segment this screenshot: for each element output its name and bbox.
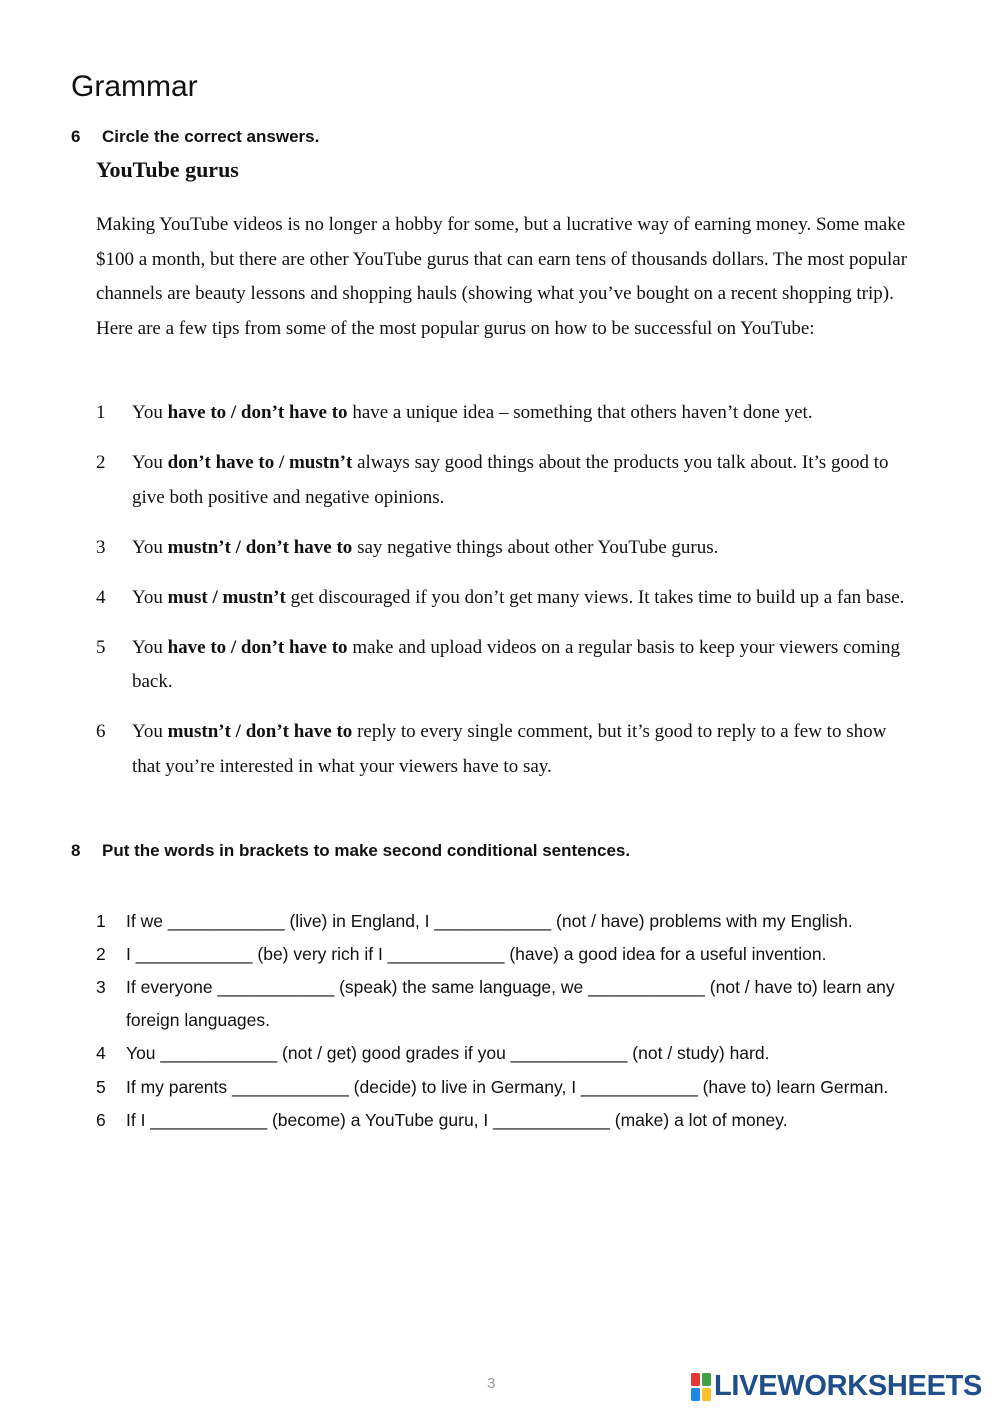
fill-in-sentence[interactable]: I ____________ (be) very rich if I ____________ (have) a good idea for a useful invention. — [126, 944, 827, 965]
item-text-before: You — [132, 402, 168, 423]
exercise-6-item-6 — [96, 715, 916, 784]
page-title: Grammar — [71, 70, 198, 103]
fill-in-sentence[interactable]: If we ____________ (live) in England, I ____________ (not / have) problems with my English. — [126, 911, 853, 931]
item-text-before: You — [132, 536, 168, 558]
item-text-before: You — [132, 721, 168, 742]
item-number: 3 — [96, 536, 106, 558]
page-number: 3 — [487, 1375, 496, 1392]
exercise-8-item-4 — [96, 1037, 916, 1070]
item-text-after: always say good things about the products you talk about. It’s good to give both positive and negative opinions. — [132, 452, 889, 508]
fill-in-sentence[interactable]: You ____________ (not / get) good grades if you ____________ (not / study) hard. — [126, 1043, 770, 1064]
fill-in-sentence[interactable]: If everyone ____________ (speak) the same language, we ____________ (not / have to) learn any foreign languages. — [126, 977, 895, 1031]
exercise-6-list — [96, 396, 916, 800]
logo-block-2 — [702, 1373, 711, 1386]
exercise-6-number: 6 — [71, 127, 81, 146]
exercise-6-item-5 — [96, 631, 916, 700]
answer-choice[interactable]: must / mustn’t — [167, 586, 286, 608]
exercise-6-instruction: Circle the correct answers. — [102, 127, 320, 146]
exercise-8-item-1 — [96, 905, 916, 938]
exercise-8-item-5 — [96, 1071, 916, 1104]
item-number: 3 — [96, 977, 106, 998]
logo-block-1 — [691, 1373, 700, 1386]
article-intro: Making YouTube videos is no longer a hobby for some, but a lucrative way of earning money. Some make $100 a month, but there are other YouTube gurus that can earn tens of thousands dollars. The most popular channels are beauty lessons and shopping hauls (showing what you’ve bought on a recent shopping trip). Here are a few tips from some of the most popular gurus on how to be successful on YouTube: — [96, 214, 908, 340]
exercise-8-instruction: Put the words in brackets to make second conditional sentences. — [102, 841, 631, 860]
item-text-after: get discouraged if you don’t get many views. It takes time to build up a fan base. — [285, 586, 905, 608]
item-number: 4 — [96, 586, 106, 608]
article-title: YouTube gurus — [96, 157, 239, 182]
exercise-6-item-4 — [96, 581, 916, 616]
item-text-before: You — [132, 636, 168, 658]
fill-in-sentence[interactable]: If I ____________ (become) a YouTube guru, I ____________ (make) a lot of money. — [126, 1109, 788, 1130]
answer-choice[interactable]: don’t have to / mustn’t — [167, 452, 353, 473]
exercise-6-item-3 — [96, 531, 916, 566]
item-number: 6 — [96, 1109, 106, 1130]
exercise-8-list — [96, 905, 916, 1137]
liveworksheets-brand[interactable] — [690, 1370, 982, 1403]
exercise-6-item-1 — [96, 396, 916, 431]
item-number: 4 — [96, 1043, 106, 1064]
item-text-before: You — [132, 452, 168, 473]
logo-block-4 — [702, 1388, 711, 1401]
item-text-after: say negative things about other YouTube gurus. — [352, 536, 719, 558]
exercise-6-heading — [71, 127, 319, 147]
item-number: 2 — [96, 452, 106, 473]
fill-in-sentence[interactable]: If my parents ____________ (decide) to live in Germany, I ____________ (have to) learn German. — [126, 1076, 889, 1097]
answer-choice[interactable]: have to / don’t have to — [167, 402, 348, 423]
item-number: 1 — [96, 911, 106, 931]
item-text-after: reply to every single comment, but it’s good to reply to a few to show that you’re interested in what your viewers have to say. — [132, 721, 887, 777]
item-text-before: You — [132, 586, 168, 608]
item-number: 6 — [96, 721, 106, 742]
liveworksheets-logo-icon — [690, 1372, 712, 1402]
item-number: 5 — [96, 1076, 106, 1097]
item-text-after: make and upload videos on a regular basis to keep your viewers coming back. — [132, 636, 900, 692]
exercise-8-item-6 — [96, 1104, 916, 1137]
logo-block-3 — [691, 1388, 700, 1401]
item-number: 2 — [96, 944, 106, 965]
item-number: 1 — [96, 402, 106, 423]
exercise-8-item-2 — [96, 938, 916, 971]
answer-choice[interactable]: mustn’t / don’t have to — [167, 536, 353, 558]
exercise-8-heading — [71, 841, 630, 861]
exercise-6-item-2 — [96, 446, 916, 515]
brand-name: LIVEWORKSHEETS — [714, 1370, 983, 1402]
item-number: 5 — [96, 636, 106, 658]
answer-choice[interactable]: mustn’t / don’t have to — [167, 721, 353, 742]
exercise-8-item-3 — [96, 971, 916, 1037]
exercise-8-number: 8 — [71, 841, 81, 860]
answer-choice[interactable]: have to / don’t have to — [167, 636, 348, 658]
item-text-after: have a unique idea – something that others haven’t done yet. — [347, 402, 813, 423]
